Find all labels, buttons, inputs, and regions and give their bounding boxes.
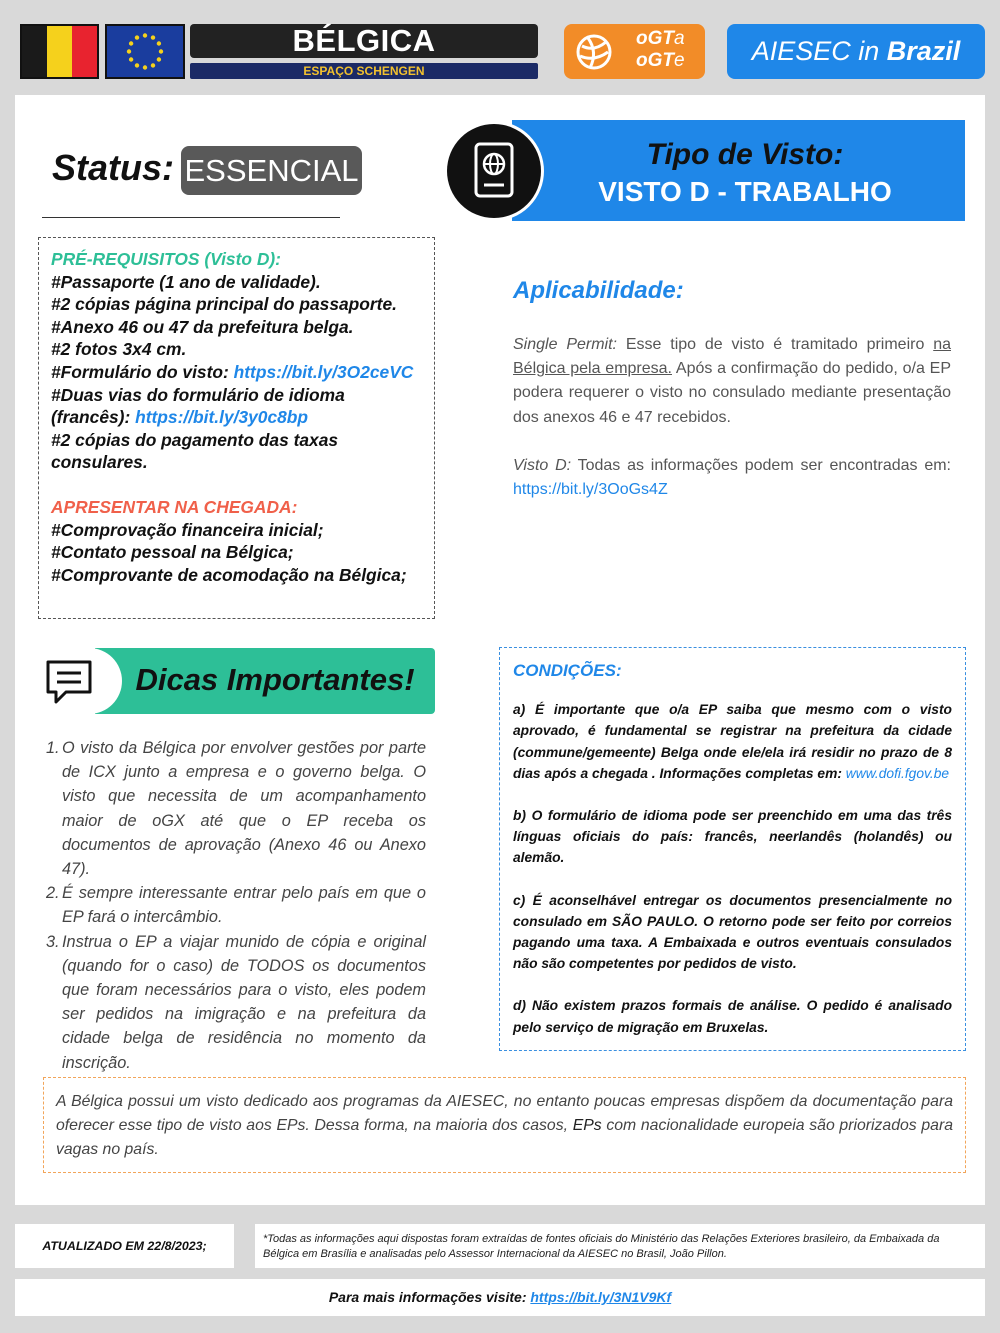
aiesec-brazil-label: AIESEC in Brazil (727, 24, 985, 79)
condition-a: a) É importante que o/a EP saiba que mesmo com o visto aprovado, é fundamental se registrar na prefeitura da cidade (commune/gemeente) Belga onde ele/ela irá residir no prazo de 8 dias após a chegada . Informações completas em: www.dofi.fgov.be (513, 702, 952, 781)
more-info: Para mais informações visite: https://bit.ly/3N1V9Kf (15, 1279, 985, 1316)
country-title: BÉLGICA (190, 24, 538, 58)
visa-type-title: Tipo de Visto: (646, 138, 844, 171)
conditions-title: CONDIÇÕES: (513, 661, 622, 680)
eu-star (129, 41, 133, 45)
eu-star (157, 57, 161, 61)
eu-star (159, 49, 163, 53)
prerequisites-box (38, 237, 435, 619)
ogx-label: oGTa oGTe (636, 28, 685, 71)
prereq-item: #Anexo 46 ou 47 da prefeitura belga. (51, 316, 354, 337)
status-label: Status: (52, 147, 175, 188)
prereq-item: #2 cópias do pagamento das taxas consulares. (51, 429, 339, 473)
tips-title: Dicas Importantes! (135, 662, 415, 697)
arrival-item: #Comprovante de acomodação na Bélgica; (51, 564, 407, 585)
prereq-item: #2 cópias página principal do passaporte. (51, 294, 397, 315)
more-info-link[interactable]: https://bit.ly/3N1V9Kf (530, 1289, 672, 1305)
tips-icon-bg (38, 648, 122, 714)
belgium-flag-icon (20, 24, 99, 79)
applicability-single-permit: Single Permit: Esse tipo de visto é tramitado primeiro na Bélgica pela empresa. Após a confirmação do pedido, o/a EP podera requerer o visto no consulado mediante presentação dos anexos 46 e 47 recebidos. (513, 336, 952, 426)
divider (42, 217, 340, 218)
applicability-title: Aplicabilidade: (513, 277, 684, 304)
eu-star (129, 57, 133, 61)
disclaimer: *Todas as informações aqui dispostas foram extraídas de fontes oficiais do Ministério das Relações Exteriores brasileiro, da Embaixada da Bélgica em Brasília e analisadas pelo Assessor Internacional da AIESEC no Brasil, João Pillon. (255, 1224, 985, 1268)
updated-date: ATUALIZADO EM 22/8/2023; (15, 1224, 234, 1268)
arrival-item: #Comprovação financeira inicial; (51, 519, 324, 540)
applicability-body (513, 333, 951, 502)
visa-d-info-link[interactable]: https://bit.ly/3OoGs4Z (513, 481, 668, 499)
schengen-zone-label: ESPAÇO SCHENGEN (190, 63, 538, 79)
eu-star (135, 63, 139, 67)
eu-star (143, 65, 147, 69)
condition-b: b) O formulário de idioma pode ser preenchido em uma das três línguas oficiais do país: francês, neerlandês (holandês) ou alemão. (513, 808, 952, 866)
applicability-visa-d: Visto D: Todas as informações podem ser encontradas em: https://bit.ly/3OoGs4Z (513, 456, 951, 499)
visa-type-value: VISTO D - TRABALHO (598, 176, 892, 207)
prereq-item: #2 fotos 3x4 cm. (51, 339, 187, 360)
eu-star (143, 33, 147, 37)
tips-list (46, 736, 426, 1075)
list-item: 1. O visto da Bélgica por envolver gestões por parte de ICX junto a empresa e o governo belga. O visto que necessita de um acompanhamento maior de oGX até que o EP receba os documentos de aprovação (Anexo 46 ou Anexo 47). (46, 739, 426, 879)
language-form-link[interactable]: https://bit.ly/3y0c8bp (135, 407, 309, 428)
eu-star (151, 63, 155, 67)
prereq-item: #Passaporte (1 ano de validade). (51, 271, 321, 292)
note-box: A Bélgica possui um visto dedicado aos programas da AIESEC, no entanto poucas empresas dispõem da documentação para oferecer esse tipo de visto aos EPs. Dessa forma, na maioria dos casos, EPs com nacionalidade europeia são priorizados para vagas no país. (43, 1077, 966, 1173)
list-item: 2. É sempre interessante entrar pelo país em que o EP fará o intercâmbio. (46, 884, 426, 927)
globe-icon (574, 32, 614, 72)
dofi-link[interactable]: www.dofi.fgov.be (845, 765, 950, 781)
prereq-item: #Formulário do visto: https://bit.ly/3O2ceVC (51, 361, 414, 382)
arrival-item: #Contato pessoal na Bélgica; (51, 542, 294, 563)
status-badge: ESSENCIAL (181, 146, 362, 195)
eu-star (151, 35, 155, 39)
eu-star (127, 49, 131, 53)
list-item: 3. Instrua o EP a viajar munido de cópia e original (quando for o caso) de TODOS os documentos que foram necessários para o visto, eles podem ser pedidos na imigração e na prefeitura da cidade belga de residência no momento da inscrição. (46, 932, 426, 1072)
eu-flag-icon (105, 24, 185, 79)
arrival-title: APRESENTAR NA CHEGADA: (51, 496, 298, 517)
eu-star (157, 41, 161, 45)
passport-icon (447, 124, 541, 218)
condition-c: c) É aconselhável entregar os documentos presencialmente no consulado em SÃO PAULO. O retorno pode ser feito por correios pagando uma taxa. A Embaixada e outros eventuais consulados não são competentes por pedidos de visto. (513, 892, 952, 972)
condition-d: d) Não existem prazos formais de análise. O pedido é analisado pelo serviço de migração em Bruxelas. (513, 998, 952, 1035)
conditions-box (499, 647, 966, 1051)
prereq-item: #Duas vias do formulário de idioma (francês): https://bit.ly/3y0c8bp (51, 384, 345, 428)
visa-form-link[interactable]: https://bit.ly/3O2ceVC (233, 361, 414, 382)
prerequisites-title: PRÉ-REQUISITOS (Visto D): (51, 249, 281, 269)
chat-icon (44, 658, 94, 706)
eu-star (135, 35, 139, 39)
